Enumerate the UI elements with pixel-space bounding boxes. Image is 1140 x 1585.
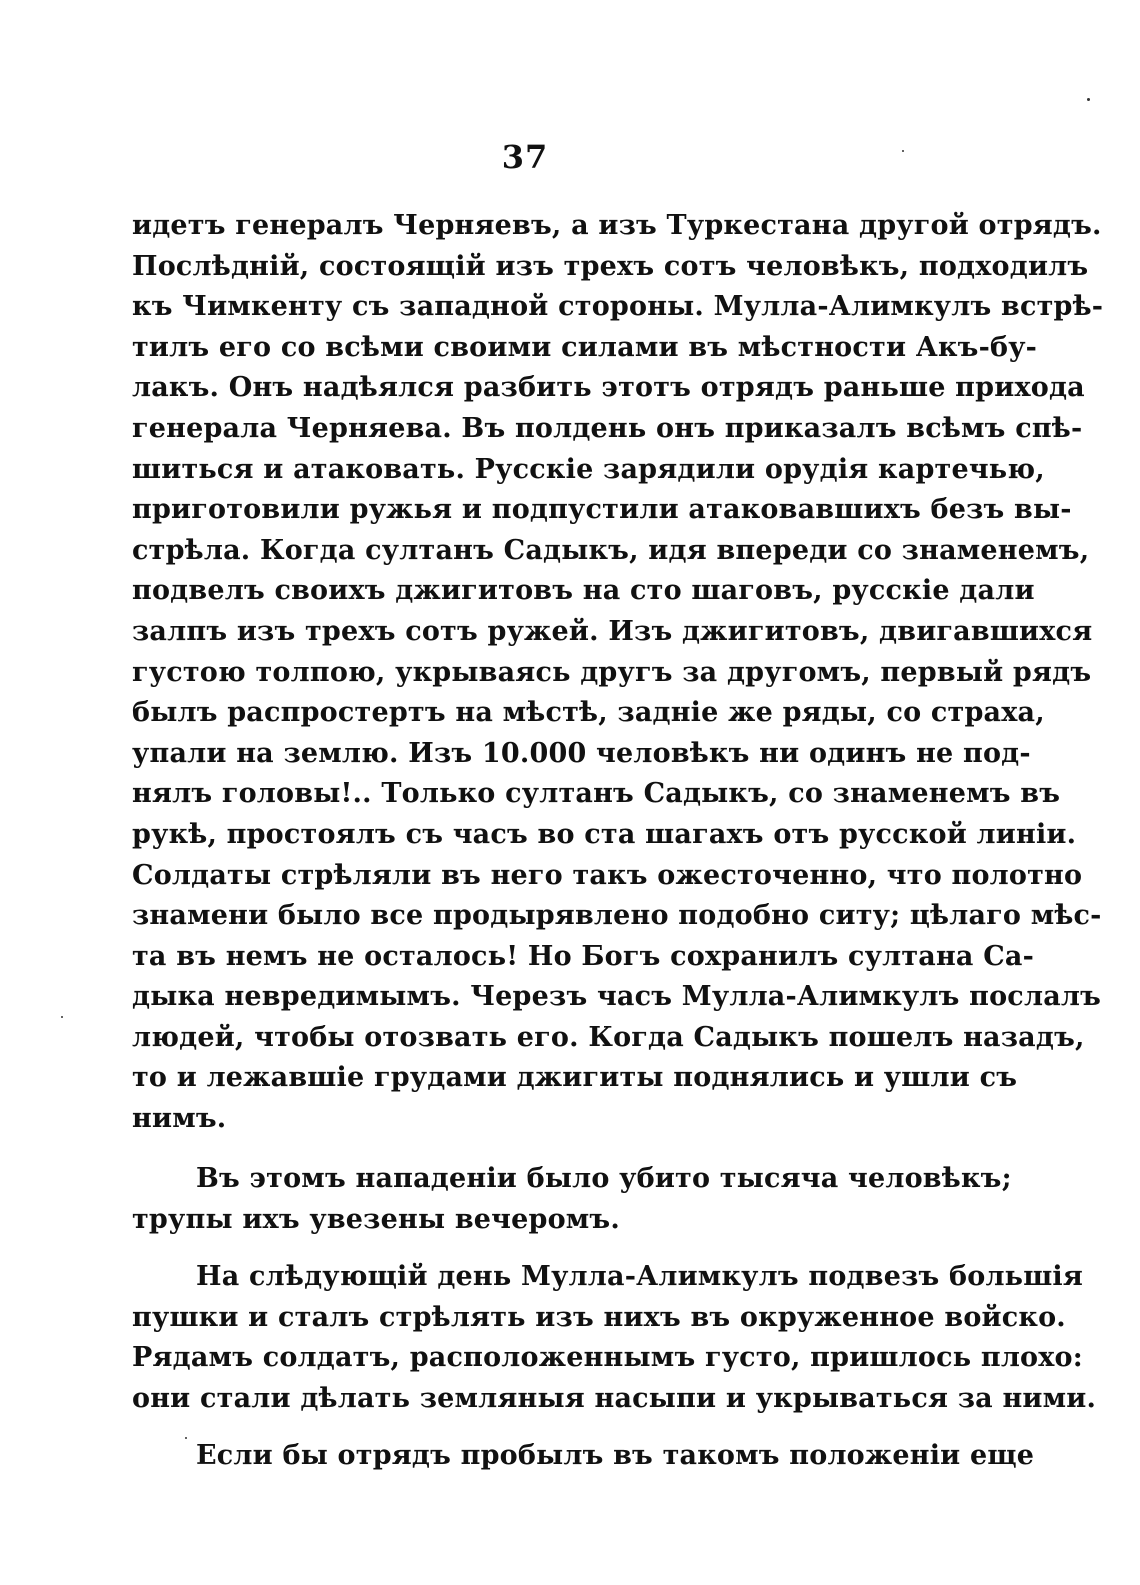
text-line: пушки и сталъ стрѣлять изъ нихъ въ окруженное войско. [132,1301,1066,1333]
text-line: Послѣдній, состоящій изъ трехъ сотъ человѣкъ, подходилъ [132,250,1089,282]
text-line: залпъ изъ трехъ сотъ ружей. Изъ джигитовъ, двигавшихся [132,615,1093,647]
text-line: рукѣ, простоялъ съ часъ во ста шагахъ отъ русской линіи. [132,818,1077,850]
text-line: нимъ. [132,1103,227,1135]
text-line: трупы ихъ увезены вечеромъ. [132,1203,620,1235]
text-line: Рядамъ солдатъ, расположеннымъ густо, пришлось плохо: [132,1342,1083,1374]
text-line: былъ распростертъ на мѣстѣ, задніе же ряды, со страха, [132,697,1045,729]
text-line: къ Чимкенту съ западной стороны. Мулла-Алимкулъ встрѣ- [132,291,1104,323]
text-line: то и лежавшіе грудами джигиты поднялись и ушли съ [132,1062,1018,1094]
text-line: густою толпою, укрываясь другъ за другомъ, первый рядъ [132,656,1092,688]
text-line: Солдаты стрѣляли въ него такъ ожесточенно, что полотно [132,859,1083,891]
scan-speck [185,1437,187,1439]
scan-speck [61,1016,63,1018]
paragraph-4 [132,1436,1035,1477]
paragraph-1 [132,206,1104,1140]
text-line: идетъ генералъ Черняевъ, а изъ Туркестана другой отрядъ. [132,210,1102,241]
text-line: На слѣдующій день Мулла-Алимкулъ подвезъ большія [196,1261,1084,1292]
text-line: знамени было все продырявлено подобно ситу; цѣлаго мѣс- [132,900,1102,932]
text-line: та въ немъ не осталось! Но Богъ сохранилъ султана Са- [132,940,1035,972]
scan-speck [902,150,904,152]
text-line: подвелъ своихъ джигитовъ на сто шаговъ, русскіе дали [132,575,1035,607]
paragraph-2 [132,1159,1012,1240]
text-line: упали на землю. Изъ 10.000 человѣкъ ни одинъ не под- [132,737,1031,769]
text-line: Если бы отрядъ пробылъ въ такомъ положеніи еще [196,1440,1035,1471]
page-number: 37 [501,138,549,176]
text-line: они стали дѣлать земляныя насыпи и укрываться за ними. [132,1382,1097,1414]
text-line: тилъ его со всѣми своими силами въ мѣстности Акъ-бу- [132,331,1038,363]
text-line: нялъ головы!.. Только султанъ Садыкъ, со знаменемъ въ [132,778,1061,810]
scan-speck [1087,98,1090,101]
text-line: лакъ. Онъ надѣялся разбить этотъ отрядъ раньше прихода [132,372,1085,404]
text-line: Въ этомъ нападеніи было убито тысяча человѣкъ; [196,1163,1012,1194]
text-line: приготовили ружья и подпустили атаковавшихъ безъ вы- [132,494,1072,526]
text-line: генерала Черняева. Въ полдень онъ приказалъ всѣмъ спѣ- [132,412,1083,444]
text-line: дыка невредимымъ. Черезъ часъ Мулла-Алимкулъ послалъ [132,981,1102,1013]
text-line: шиться и атаковать. Русскіе зарядили орудія картечью, [132,453,1045,485]
text-line: стрѣла. Когда султанъ Садыкъ, идя впереди со знаменемъ, [132,534,1090,566]
paragraph-3 [132,1257,1097,1419]
text-line: людей, чтобы отозвать его. Когда Садыкъ пошелъ назадъ, [132,1021,1085,1053]
